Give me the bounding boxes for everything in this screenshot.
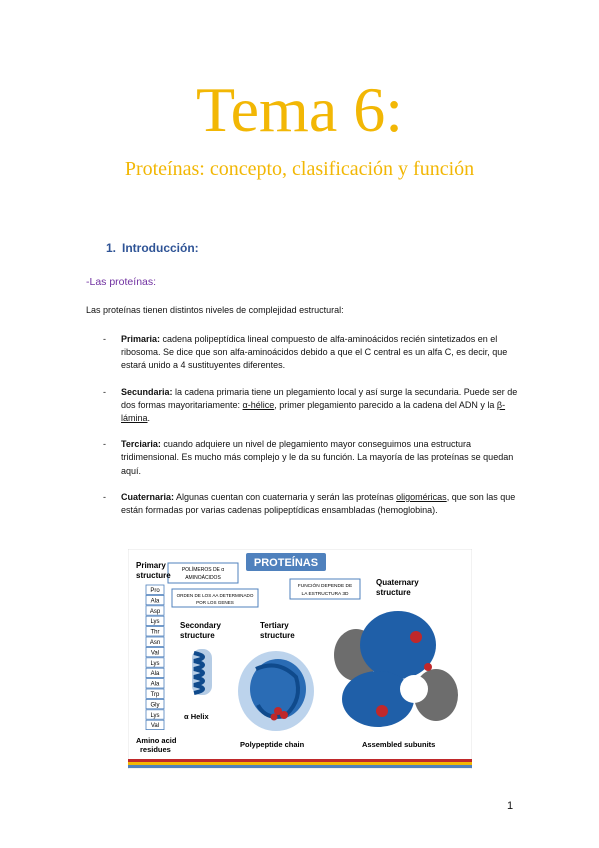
primary-label-2: structure <box>136 571 171 580</box>
quaternary-label-1: Quaternary <box>376 578 419 587</box>
protein-structure-diagram <box>128 549 472 769</box>
section-label: Introducción: <box>122 241 199 255</box>
structure-list <box>103 333 523 530</box>
desc-terciaria: cuando adquiere un nivel de plegamiento mayor conseguimos una estructura tridimensional. Es mucho más complejo y le da su función. La mayoría de las proteínas se quedan aquí. <box>121 439 514 476</box>
helix-label: α Helix <box>184 712 209 721</box>
secondary-label-2: structure <box>180 631 215 640</box>
amino-residues-label-2: residues <box>140 745 171 754</box>
desc-cuaternaria-b: , que son las que están formadas por varias cadenas polipeptídicas ensambladas (hemoglobina). <box>121 491 516 516</box>
intro-paragraph: Las proteínas tienen distintos niveles de complejidad estructural: <box>86 305 344 315</box>
amino-acid-label: Trp <box>150 692 160 698</box>
banner-text: PROTEÍNAS <box>253 557 319 569</box>
list-item-cuaternaria <box>103 491 523 517</box>
desc-secundaria-c: . <box>147 413 151 424</box>
quaternary-label-2: structure <box>376 588 411 597</box>
box1-line2: AMINOÁCIDOS <box>185 575 221 581</box>
polypeptide-label: Polypeptide chain <box>240 740 305 749</box>
stripe-blue <box>128 765 472 768</box>
bullet-dash: - <box>103 439 106 450</box>
term-cuaternaria: Cuaternaria: <box>121 491 175 502</box>
amino-acid-label: Asp <box>149 608 161 615</box>
amino-acid-label: Lys <box>150 660 160 667</box>
box2-line2: POR LOS GENES <box>196 600 234 605</box>
amino-acid-label: Asn <box>149 640 161 646</box>
bullet-dash: - <box>103 386 106 397</box>
beta-sheet-term: β-lámina <box>121 399 506 424</box>
amino-acid-label: Ala <box>150 671 160 678</box>
box3-line1: FUNCIÓN DEPENDE DE <box>297 584 353 589</box>
document-subtitle: Proteínas: concepto, clasificación y función <box>124 158 475 180</box>
amino-acid-label: Val <box>150 650 160 657</box>
assembled-label: Assembled subunits <box>362 740 436 749</box>
box2-line1: ORDEN DE LOS AA DETERMINADO <box>176 593 254 598</box>
tertiary-label-1: Tertiary <box>260 621 289 630</box>
amino-acid-label: Lys <box>150 712 160 719</box>
list-item-primaria <box>103 333 523 373</box>
document-title: Tema 6: <box>196 74 403 145</box>
list-item-secundaria <box>103 386 523 426</box>
amino-acid-label: Ala <box>150 681 160 688</box>
amino-acid-label: Val <box>150 723 160 730</box>
box1-line1: POLÍMEROS DE α <box>181 567 225 573</box>
stripe-yellow <box>128 762 472 765</box>
section-heading <box>106 241 199 255</box>
term-terciaria: Terciaria: <box>121 439 161 450</box>
primary-label-1: Primary <box>136 561 166 570</box>
amino-residues-label-1: Amino acid <box>136 736 177 745</box>
desc-primaria: cadena polipeptídica lineal compuesto de alfa-aminoácidos recién sintetizados en el ribosoma. Se dice que son alfa-aminoácidos debido a que el C central es un alfa C, es decir, que estará unido a 4 sustituyentes diferentes. <box>121 334 508 371</box>
bullet-dash: - <box>103 491 106 502</box>
amino-acid-label: Gly <box>150 702 160 709</box>
list-item-terciaria <box>103 438 523 478</box>
tertiary-protein-shape <box>238 651 314 731</box>
protein-structure-figure <box>128 549 472 769</box>
secondary-label-1: Secondary <box>180 621 221 630</box>
section-number: 1. <box>106 241 117 255</box>
desc-secundaria-b: , primer plegamiento parecido a la cadena del ADN y la <box>274 399 497 410</box>
alpha-helix-term: α-hélice <box>242 399 275 410</box>
amino-acid-label: Ala <box>150 598 160 605</box>
alpha-helix-shape <box>192 649 212 695</box>
desc-secundaria-a: la cadena primaria tiene un plegamiento local y así surge la secundaria. Puede ser de dos formas mayoritariamente: <box>121 386 518 410</box>
amino-acid-label: Lys <box>150 619 160 626</box>
subheading: -Las proteínas: <box>86 276 157 288</box>
amino-acid-label: Thr <box>150 629 160 636</box>
amino-acid-label: Pro <box>150 588 160 594</box>
term-secundaria: Secundaria: <box>121 386 173 397</box>
stripe-red <box>128 759 472 762</box>
desc-cuaternaria-a: Algunas cuentan con cuaternaria y serán las proteínas <box>174 491 397 502</box>
page-number: 1 <box>507 800 514 812</box>
box3-line2: LA ESTRUCTURA 3D <box>301 592 349 597</box>
oligomeric-term: oligoméricas <box>396 491 447 502</box>
term-primaria: Primaria: <box>121 334 161 344</box>
bullet-dash: - <box>103 334 106 344</box>
tertiary-label-2: structure <box>260 631 295 640</box>
